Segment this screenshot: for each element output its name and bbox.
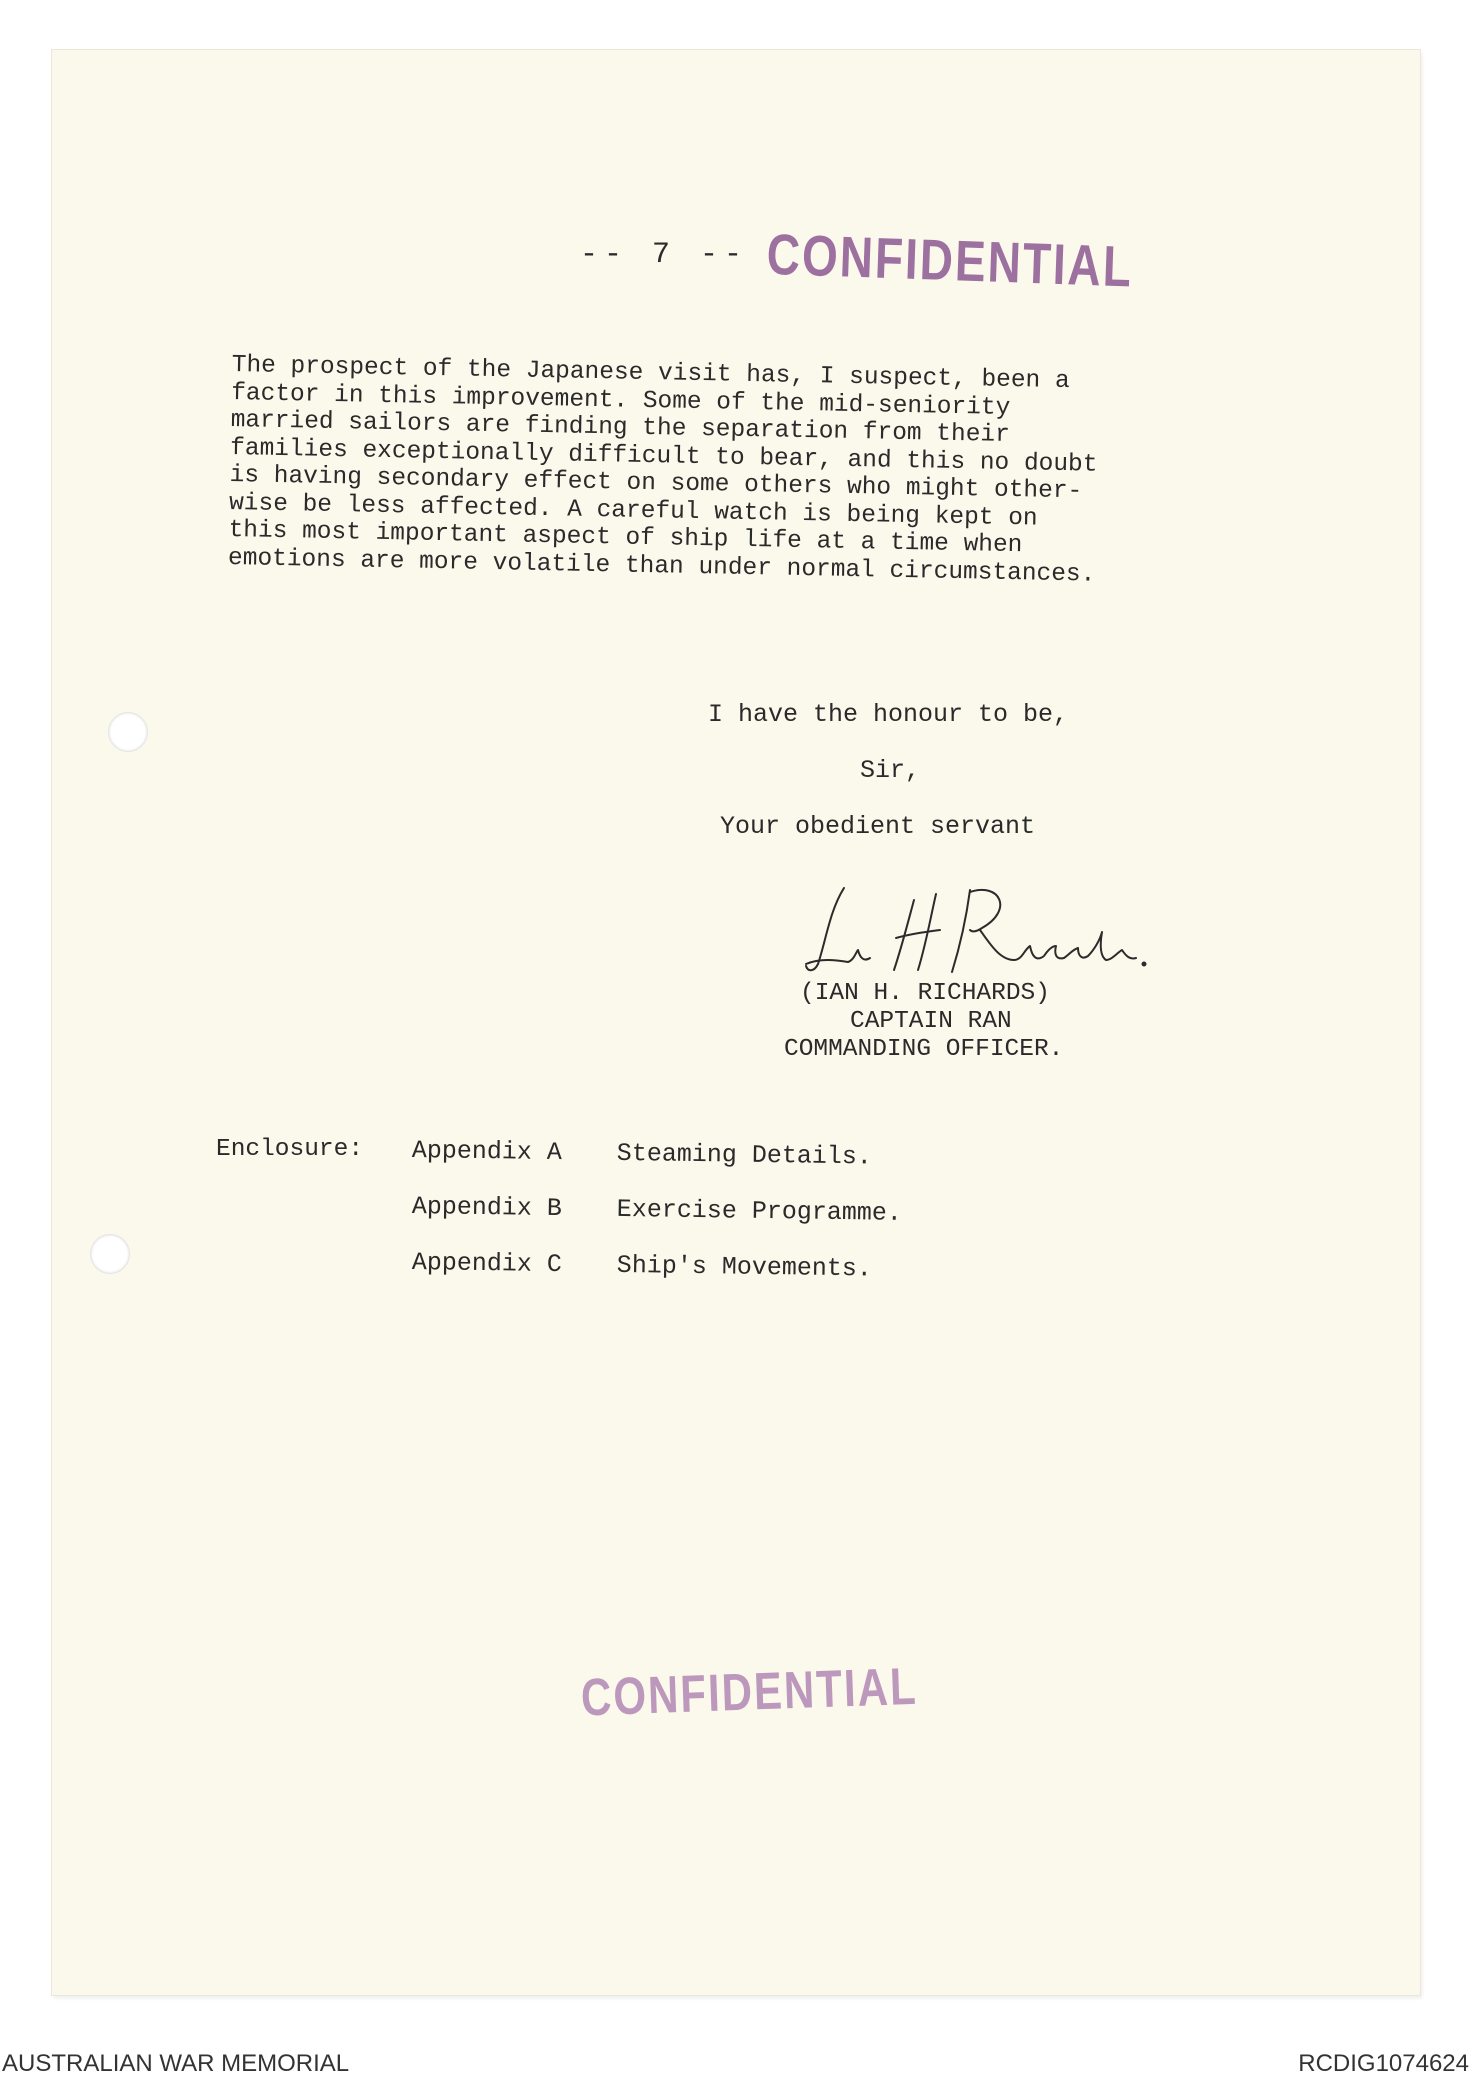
enclosure-label: Enclosure: [216,1136,364,1163]
enclosure-appendix: Appendix B [411,1192,563,1224]
body-paragraph: The prospect of the Japanese visit has, I suspect, been a factor in this improvement. Some of the mid-seniority married sailors are finding the separation from their families exceptionally difficult to bear, and this no doubt is having secondary effect on some others who might other- wise be less affected. A careful watch is being kept on this most important aspect of ship life at a time when emotions are more volatile than under normal circumstances. [227,352,1098,589]
signatory-name: (IAN H. RICHARDS) [800,980,1050,1007]
punch-hole-lower [90,1234,130,1274]
footer-archive-name: AUSTRALIAN WAR MEMORIAL [2,2050,350,2077]
enclosure-title: Exercise Programme. [616,1194,902,1228]
confidential-stamp-top: CONFIDENTIAL [765,221,1135,299]
page-number: -- 7 -- [580,238,749,272]
closing-salutation: Sir, [860,756,921,785]
closing-honour-line: I have the honour to be, [708,700,1069,729]
enclosure-appendix: Appendix C [411,1248,563,1280]
punch-hole-upper [108,712,148,752]
enclosure-title: Steaming Details. [616,1138,873,1172]
confidential-stamp-bottom: CONFIDENTIAL [580,1656,919,1727]
closing-servant-line: Your obedient servant [720,812,1036,841]
signatory-title: COMMANDING OFFICER. [784,1036,1064,1063]
footer-record-id: RCDIG1074624 [1298,2050,1469,2077]
enclosure-appendix: Appendix A [411,1136,563,1168]
signatory-rank: CAPTAIN RAN [850,1008,1012,1035]
handwritten-signature [800,880,1150,980]
enclosure-title: Ship's Movements. [616,1250,873,1284]
